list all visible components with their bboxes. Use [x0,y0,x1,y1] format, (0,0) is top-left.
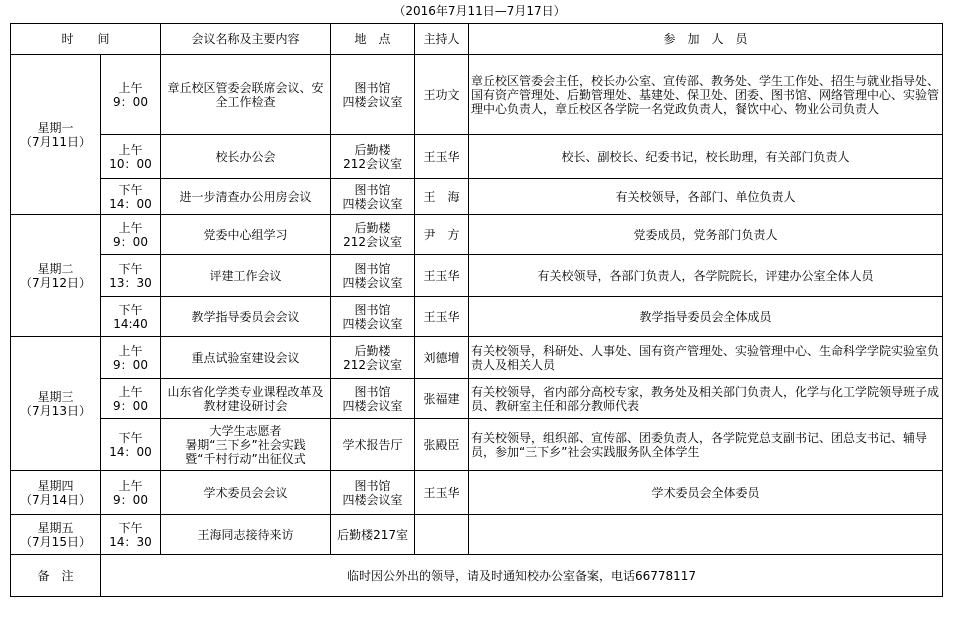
meeting-name: 进一步清查办公用房会议 [161,179,331,215]
day-date: （7月13日） [20,403,91,418]
period-label: 上午 [118,478,143,493]
time-cell [101,55,161,135]
time-label: 14：00 [109,444,152,459]
meeting-location: 学术报告厅 [331,419,415,471]
meeting-attendees: 有关校领导，各部门、单位负责人 [469,179,943,215]
meeting-name: 教学指导委员会会议 [161,297,331,337]
meeting-location: 后勤楼 212会议室 [331,215,415,255]
table-row [11,471,943,515]
date-range: （2016年7月11日—7月17日） [393,4,566,18]
time-label: 9：00 [113,357,148,372]
meeting-host: 王 海 [415,179,469,215]
meeting-attendees: 有关校领导，组织部、宣传部、团委负责人，各学院党总支副书记、团总支书记、辅导员，参加“三下乡”社会实践服务队全体学生 [469,419,943,471]
meeting-host: 王玉华 [415,255,469,297]
time-label: 10：00 [109,156,152,171]
period-label: 下午 [118,302,143,317]
day-cell-thursday [11,471,101,515]
meeting-location: 图书馆 四楼会议室 [331,379,415,419]
meeting-attendees: 校长、副校长、纪委书记，校长助理，有关部门负责人 [469,135,943,179]
day-cell-wednesday [11,337,101,471]
day-label: 星期五 [37,520,74,535]
period-label: 上午 [118,142,143,157]
time-label: 14：30 [109,534,152,549]
day-date: （7月12日） [20,275,91,290]
time-cell [101,515,161,555]
meeting-attendees: 有关校领导，省内部分高校专家，教务处及相关部门负责人，化学与化工学院领导班子成员、教研室主任和部分教师代表 [469,379,943,419]
meeting-name: 党委中心组学习 [161,215,331,255]
meeting-name: 章丘校区管委会联席会议、安全工作检查 [161,55,331,135]
day-cell-friday [11,515,101,555]
time-cell [101,255,161,297]
day-cell-tuesday [11,215,101,337]
note-label: 备 注 [11,555,101,597]
meeting-location: 图书馆 四楼会议室 [331,179,415,215]
period-label: 上午 [118,384,143,399]
meeting-attendees: 学术委员会全体委员 [469,471,943,515]
meeting-location: 图书馆 四楼会议室 [331,255,415,297]
table-row [11,419,943,471]
table-row [11,55,943,135]
time-label: 13：30 [109,275,152,290]
day-cell-monday [11,55,101,215]
period-label: 上午 [118,80,143,95]
meeting-location: 图书馆 四楼会议室 [331,297,415,337]
time-cell [101,135,161,179]
header-time: 时 间 [11,24,161,55]
meeting-name: 王海同志接待来访 [161,515,331,555]
time-cell [101,337,161,379]
meeting-attendees: 章丘校区管委会主任，校长办公室、宣传部、教务处、学生工作处、招生与就业指导处、国有资产管理处、后勤管理处、基建处、保卫处、团委、图书馆、网络管理中心、实验管理中心负责人，章丘校区各学院一名党政负责人，餐饮中心、物业公司负责人 [469,55,943,135]
time-cell [101,419,161,471]
meeting-host: 刘德增 [415,337,469,379]
meeting-host: 张殿臣 [415,419,469,471]
table-row [11,135,943,179]
time-cell [101,297,161,337]
period-label: 下午 [118,182,143,197]
table-row [11,337,943,379]
period-label: 下午 [118,430,143,445]
meeting-name: 评建工作会议 [161,255,331,297]
table-row [11,515,943,555]
meeting-host: 王功文 [415,55,469,135]
meeting-host [415,515,469,555]
meeting-host: 张福建 [415,379,469,419]
meeting-attendees: 教学指导委员会全体成员 [469,297,943,337]
meeting-location: 图书馆 四楼会议室 [331,55,415,135]
header-attendees: 参 加 人 员 [469,24,943,55]
time-label: 14：00 [109,196,152,211]
meeting-name: 大学生志愿者 暑期“三下乡”社会实践 暨“千村行动”出征仪式 [161,419,331,471]
meeting-location: 图书馆 四楼会议室 [331,471,415,515]
table-row [11,179,943,215]
time-cell [101,471,161,515]
time-cell [101,379,161,419]
time-label: 14:40 [113,316,148,331]
meeting-attendees: 有关校领导，科研处、人事处、国有资产管理处、实验管理中心、生命科学学院实验室负责人及相关人员 [469,337,943,379]
meeting-host: 尹 方 [415,215,469,255]
meeting-location: 后勤楼 212会议室 [331,337,415,379]
meeting-host: 王玉华 [415,297,469,337]
header-host: 主持人 [415,24,469,55]
header-meeting: 会议名称及主要内容 [161,24,331,55]
meeting-name: 校长办公会 [161,135,331,179]
meeting-host: 王玉华 [415,471,469,515]
time-cell [101,179,161,215]
table-row [11,297,943,337]
header-location: 地 点 [331,24,415,55]
period-label: 下午 [118,261,143,276]
time-label: 9：00 [113,234,148,249]
table-row [11,379,943,419]
meeting-host: 王玉华 [415,135,469,179]
period-label: 下午 [118,520,143,535]
day-date: （7月14日） [20,492,91,507]
time-label: 9：00 [113,492,148,507]
table-row [11,255,943,297]
meeting-name: 重点试验室建设会议 [161,337,331,379]
meeting-location: 后勤楼 212会议室 [331,135,415,179]
table-row [11,215,943,255]
meeting-attendees: 有关校领导，各部门负责人，各学院院长，评建办公室全体人员 [469,255,943,297]
meeting-name: 学术委员会会议 [161,471,331,515]
meeting-name: 山东省化学类专业课程改革及教材建设研讨会 [161,379,331,419]
schedule-table [10,23,943,597]
day-label: 星期四 [37,478,74,493]
time-label: 9：00 [113,94,148,109]
meeting-attendees [469,515,943,555]
day-label: 星期一 [37,120,74,135]
day-label: 星期二 [37,261,74,276]
note-text: 临时因公外出的领导，请及时通知校办公室备案，电话66778117 [101,555,943,597]
meeting-attendees: 党委成员，党务部门负责人 [469,215,943,255]
day-date: （7月15日） [20,534,91,549]
period-label: 上午 [118,343,143,358]
day-label: 星期三 [37,389,74,404]
time-cell [101,215,161,255]
period-label: 上午 [118,220,143,235]
day-date: （7月11日） [20,134,91,149]
time-label: 9：00 [113,398,148,413]
meeting-location: 后勤楼217室 [331,515,415,555]
note-row [11,555,943,597]
header-row [11,24,943,55]
